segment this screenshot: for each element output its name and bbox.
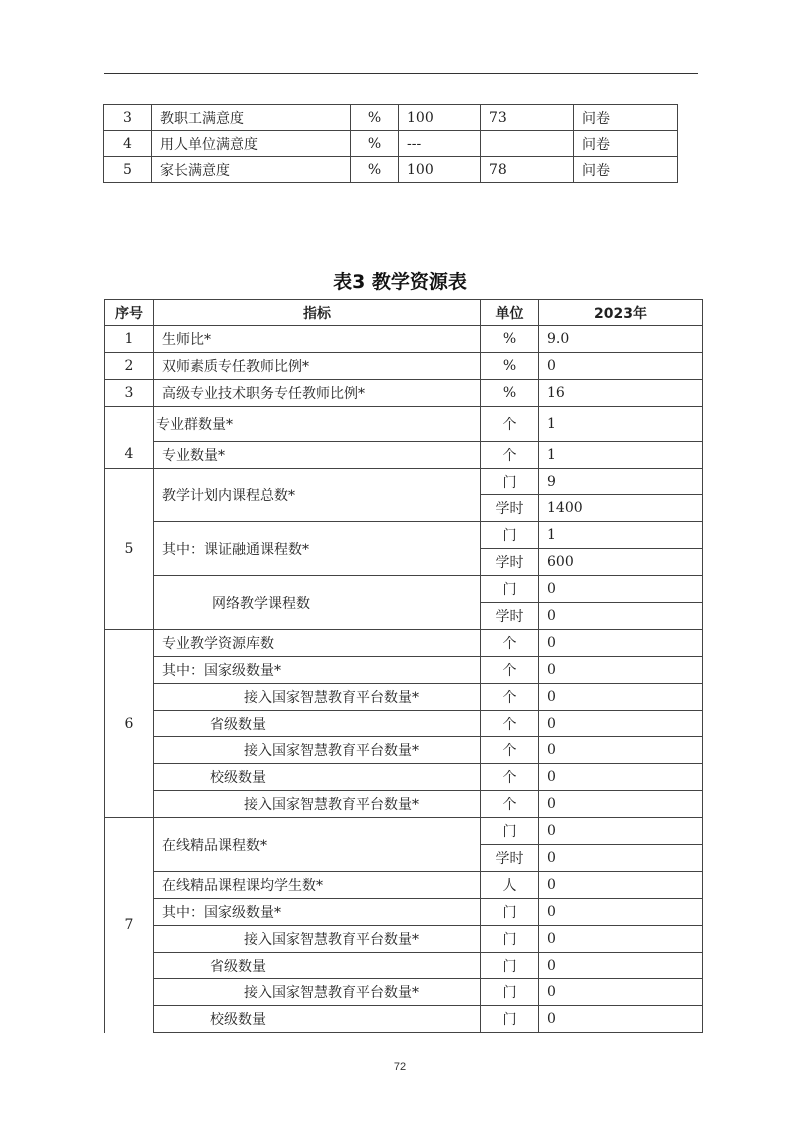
table-row — [105, 406, 703, 441]
header-rule — [104, 73, 698, 74]
table-row — [105, 791, 703, 818]
seq-cell: 3 — [104, 105, 152, 131]
value-cell: 16 — [539, 379, 703, 406]
seq-cell: 1 — [105, 326, 154, 353]
indicator-cell: 网络教学课程数 — [154, 576, 481, 630]
unit-cell: 门 — [481, 576, 539, 603]
table-row — [105, 1006, 703, 1033]
table-title: 表3 教学资源表 — [333, 271, 467, 293]
seq-cell: 4 — [104, 131, 152, 157]
header-indicator: 指标 — [154, 300, 481, 326]
seq-cell: 7 — [105, 818, 154, 1033]
unit-cell: 门 — [481, 952, 539, 979]
indicator-cell: 在线精品课程数* — [154, 818, 481, 872]
value-cell: 9.0 — [539, 326, 703, 353]
indicator-cell: 接入国家智慧教育平台数量* — [154, 791, 481, 818]
unit-cell: 人 — [481, 871, 539, 898]
value-cell: 0 — [539, 979, 703, 1006]
table-row — [104, 105, 678, 131]
unit-cell: 个 — [481, 737, 539, 764]
table-row — [105, 979, 703, 1006]
value-cell: 0 — [539, 352, 703, 379]
unit-cell: 个 — [481, 764, 539, 791]
unit-cell: 门 — [481, 468, 539, 495]
unit-cell: % — [351, 157, 399, 183]
value-cell: 0 — [539, 791, 703, 818]
indicator-cell: 校级数量 — [154, 1006, 481, 1033]
indicator-cell: 生师比* — [154, 326, 481, 353]
indicator-cell: 家长满意度 — [152, 157, 351, 183]
table-row — [104, 131, 678, 157]
indicator-cell: 接入国家智慧教育平台数量* — [154, 683, 481, 710]
indicator-cell: 接入国家智慧教育平台数量* — [154, 737, 481, 764]
unit-cell: 个 — [481, 791, 539, 818]
table-row — [105, 352, 703, 379]
value-cell: 0 — [539, 629, 703, 656]
unit-cell: % — [481, 326, 539, 353]
table-row — [105, 925, 703, 952]
indicator-cell: 专业群数量* — [154, 406, 481, 441]
method-cell: 问卷 — [574, 105, 678, 131]
actual-cell: 78 — [481, 157, 574, 183]
unit-cell: 学时 — [481, 603, 539, 630]
page-number: 72 — [393, 1061, 407, 1073]
unit-cell: % — [351, 131, 399, 157]
indicator-cell: 省级数量 — [154, 952, 481, 979]
unit-cell: 门 — [481, 898, 539, 925]
target-cell: --- — [399, 131, 481, 157]
table-row — [105, 871, 703, 898]
indicator-cell: 其中：国家级数量* — [154, 656, 481, 683]
indicator-cell: 接入国家智慧教育平台数量* — [154, 925, 481, 952]
indicator-cell: 省级数量 — [154, 710, 481, 737]
value-cell: 1 — [539, 406, 703, 441]
value-cell: 1400 — [539, 495, 703, 522]
unit-cell: 个 — [481, 406, 539, 441]
table-row — [105, 576, 703, 603]
actual-cell: 73 — [481, 105, 574, 131]
table-row — [105, 683, 703, 710]
table-row — [105, 952, 703, 979]
table-row — [105, 326, 703, 353]
unit-cell: 学时 — [481, 845, 539, 872]
header-seq: 序号 — [105, 300, 154, 326]
value-cell: 1 — [539, 441, 703, 468]
method-cell: 问卷 — [574, 131, 678, 157]
seq-cell: 2 — [105, 352, 154, 379]
unit-cell: 门 — [481, 1006, 539, 1033]
value-cell: 600 — [539, 549, 703, 576]
unit-cell: 门 — [481, 818, 539, 845]
table-row — [105, 468, 703, 495]
indicator-cell: 高级专业技术职务专任教师比例* — [154, 379, 481, 406]
value-cell: 0 — [539, 898, 703, 925]
value-cell: 9 — [539, 468, 703, 495]
table-row — [105, 898, 703, 925]
value-cell: 0 — [539, 764, 703, 791]
indicator-cell: 专业数量* — [154, 441, 481, 468]
value-cell: 0 — [539, 952, 703, 979]
seq-cell: 6 — [105, 629, 154, 817]
value-cell: 0 — [539, 845, 703, 872]
table-header-row — [105, 300, 703, 326]
seq-cell: 5 — [104, 157, 152, 183]
seq-cell: 4 — [105, 406, 154, 468]
value-cell: 0 — [539, 710, 703, 737]
indicator-cell: 其中：课证融通课程数* — [154, 522, 481, 576]
seq-cell: 5 — [105, 468, 154, 629]
table-row — [105, 764, 703, 791]
table-row — [105, 441, 703, 468]
unit-cell: 个 — [481, 656, 539, 683]
table-row — [105, 710, 703, 737]
unit-cell: 个 — [481, 629, 539, 656]
teaching-resources-table — [104, 299, 703, 1033]
value-cell: 0 — [539, 737, 703, 764]
indicator-cell: 用人单位满意度 — [152, 131, 351, 157]
seq-cell: 3 — [105, 379, 154, 406]
table-row — [105, 737, 703, 764]
unit-cell: % — [351, 105, 399, 131]
value-cell: 0 — [539, 576, 703, 603]
unit-cell: % — [481, 379, 539, 406]
value-cell: 1 — [539, 522, 703, 549]
table-row — [105, 379, 703, 406]
header-unit: 单位 — [481, 300, 539, 326]
target-cell: 100 — [399, 157, 481, 183]
value-cell: 0 — [539, 1006, 703, 1033]
table-row — [105, 818, 703, 845]
value-cell: 0 — [539, 656, 703, 683]
unit-cell: 个 — [481, 683, 539, 710]
unit-cell: 个 — [481, 710, 539, 737]
indicator-cell: 专业教学资源库数 — [154, 629, 481, 656]
table-row — [105, 656, 703, 683]
header-year: 2023年 — [539, 300, 703, 326]
indicator-cell: 其中：国家级数量* — [154, 898, 481, 925]
unit-cell: 个 — [481, 441, 539, 468]
unit-cell: 学时 — [481, 495, 539, 522]
table-row — [105, 522, 703, 549]
indicator-cell: 教职工满意度 — [152, 105, 351, 131]
value-cell: 0 — [539, 683, 703, 710]
value-cell: 0 — [539, 603, 703, 630]
unit-cell: 门 — [481, 979, 539, 1006]
method-cell: 问卷 — [574, 157, 678, 183]
unit-cell: 门 — [481, 522, 539, 549]
unit-cell: 学时 — [481, 549, 539, 576]
value-cell: 0 — [539, 871, 703, 898]
value-cell: 0 — [539, 818, 703, 845]
target-cell: 100 — [399, 105, 481, 131]
value-cell: 0 — [539, 925, 703, 952]
indicator-cell: 接入国家智慧教育平台数量* — [154, 979, 481, 1006]
actual-cell — [481, 131, 574, 157]
unit-cell: % — [481, 352, 539, 379]
indicator-cell: 在线精品课程课均学生数* — [154, 871, 481, 898]
indicator-cell: 双师素质专任教师比例* — [154, 352, 481, 379]
previous-table-continuation — [103, 104, 678, 183]
indicator-cell: 教学计划内课程总数* — [154, 468, 481, 522]
table-row — [104, 157, 678, 183]
unit-cell: 门 — [481, 925, 539, 952]
indicator-cell: 校级数量 — [154, 764, 481, 791]
table-row — [105, 629, 703, 656]
